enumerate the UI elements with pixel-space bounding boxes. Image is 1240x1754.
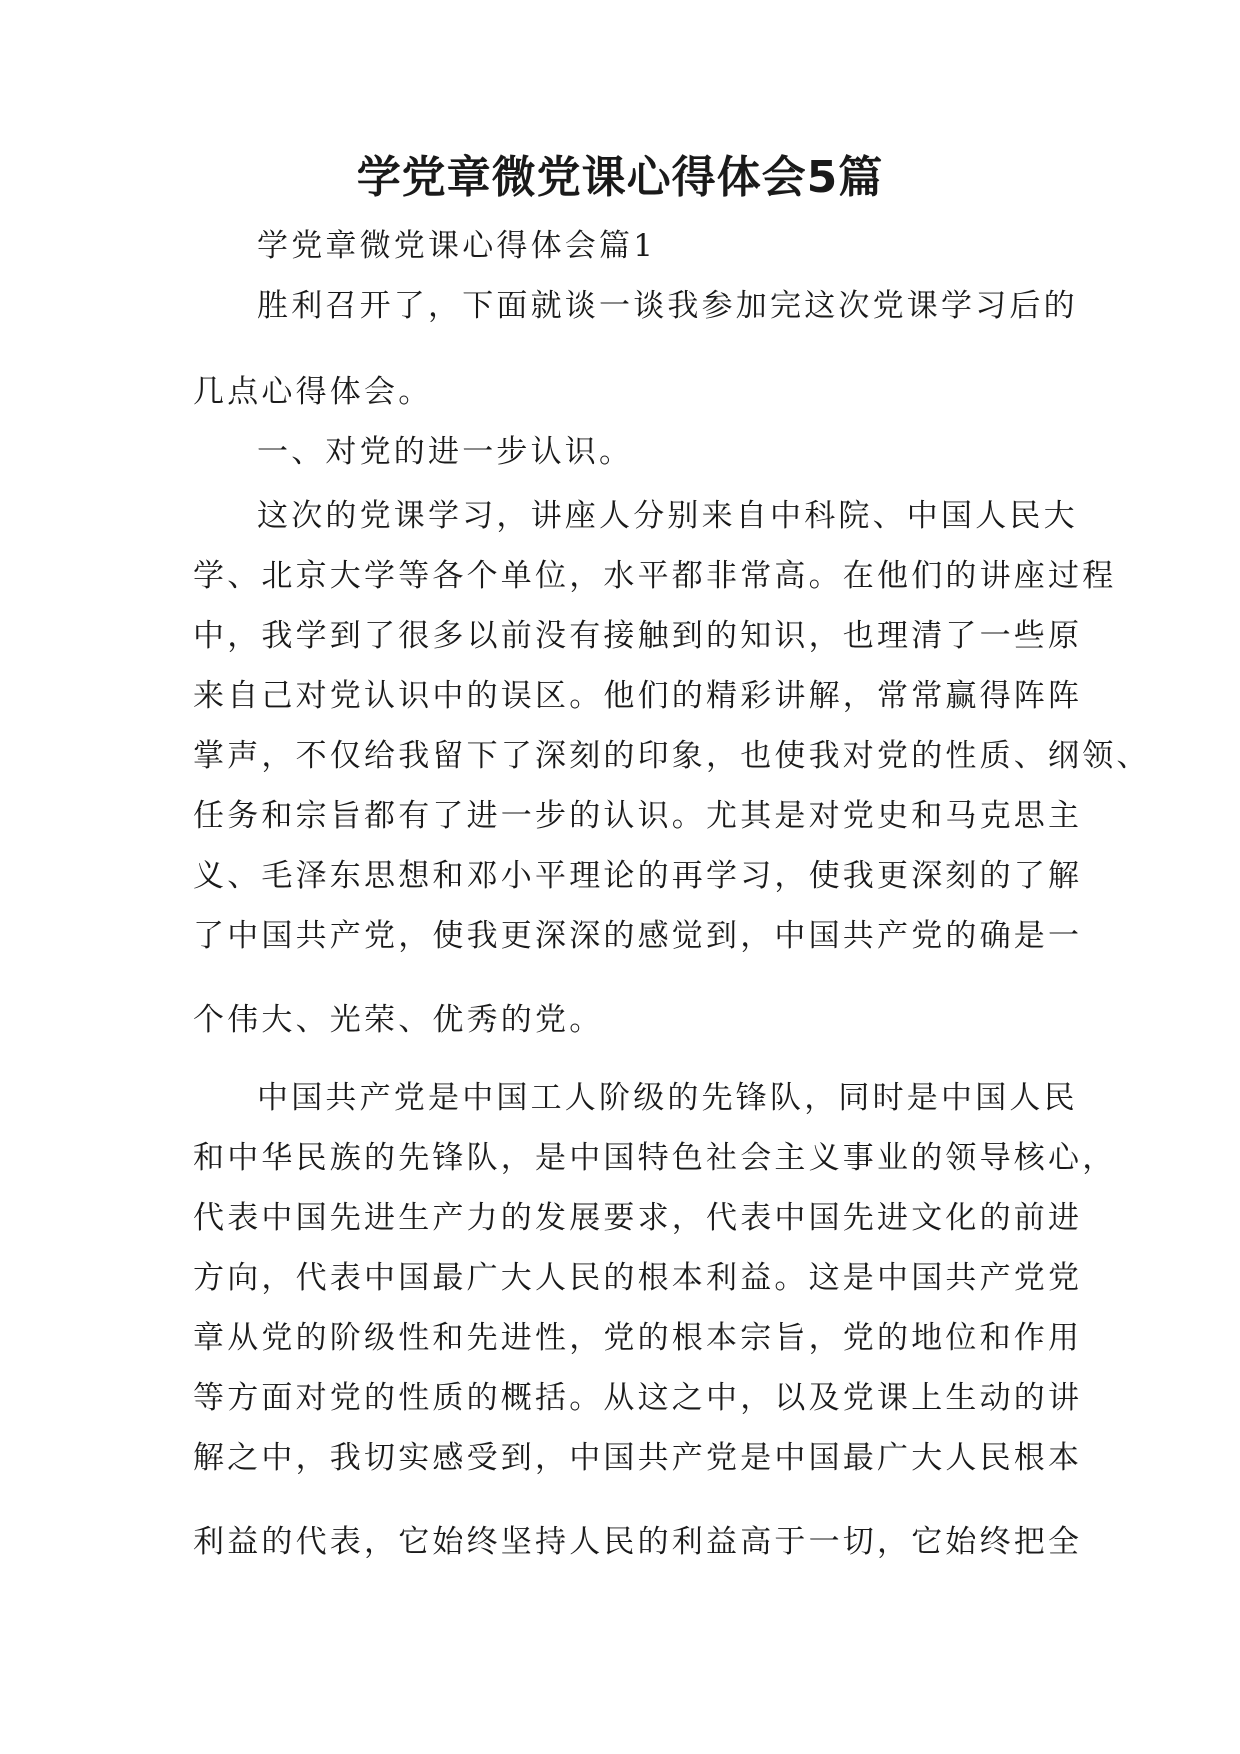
text-line: 代表中国先进生产力的发展要求，代表中国先进文化的前进 — [193, 1200, 1083, 1236]
text-line: 个伟大、光荣、优秀的党。 — [193, 1002, 604, 1038]
text-line: 解之中，我切实感受到，中国共产党是中国最广大人民根本 — [193, 1440, 1083, 1476]
text-line: 任务和宗旨都有了进一步的认识。尤其是对党史和马克思主 — [193, 798, 1083, 834]
text-line: 等方面对党的性质的概括。从这之中，以及党课上生动的讲 — [193, 1380, 1083, 1416]
section-heading: 学党章微党课心得体会篇1 — [257, 228, 657, 264]
text-line: 利益的代表，它始终坚持人民的利益高于一切，它始终把全 — [193, 1524, 1083, 1560]
text-line: 了中国共产党，使我更深深的感觉到，中国共产党的确是一 — [193, 918, 1083, 954]
text-line: 义、毛泽东思想和邓小平理论的再学习，使我更深刻的了解 — [193, 858, 1083, 894]
text-line: 中，我学到了很多以前没有接触到的知识，也理清了一些原 — [193, 618, 1083, 654]
text-line: 胜利召开了，下面就谈一谈我参加完这次党课学习后的 — [257, 288, 1078, 324]
text-line: 来自己对党认识中的误区。他们的精彩讲解，常常赢得阵阵 — [193, 678, 1083, 714]
text-line: 和中华民族的先锋队，是中国特色社会主义事业的领导核心， — [193, 1140, 1117, 1176]
document-title: 学党章微党课心得体会5篇 — [356, 152, 884, 203]
text-line: 中国共产党是中国工人阶级的先锋队，同时是中国人民 — [257, 1080, 1078, 1116]
text-line: 几点心得体会。 — [193, 374, 433, 410]
text-line: 方向，代表中国最广大人民的根本利益。这是中国共产党党 — [193, 1260, 1083, 1296]
text-line: 掌声，不仅给我留下了深刻的印象，也使我对党的性质、纲领、 — [193, 738, 1151, 774]
text-line: 学、北京大学等各个单位，水平都非常高。在他们的讲座过程 — [193, 558, 1117, 594]
text-line: 这次的党课学习，讲座人分别来自中科院、中国人民大 — [257, 498, 1078, 534]
subsection-heading: 一、对党的进一步认识。 — [257, 434, 634, 470]
text-line: 章从党的阶级性和先进性，党的根本宗旨，党的地位和作用 — [193, 1320, 1083, 1356]
